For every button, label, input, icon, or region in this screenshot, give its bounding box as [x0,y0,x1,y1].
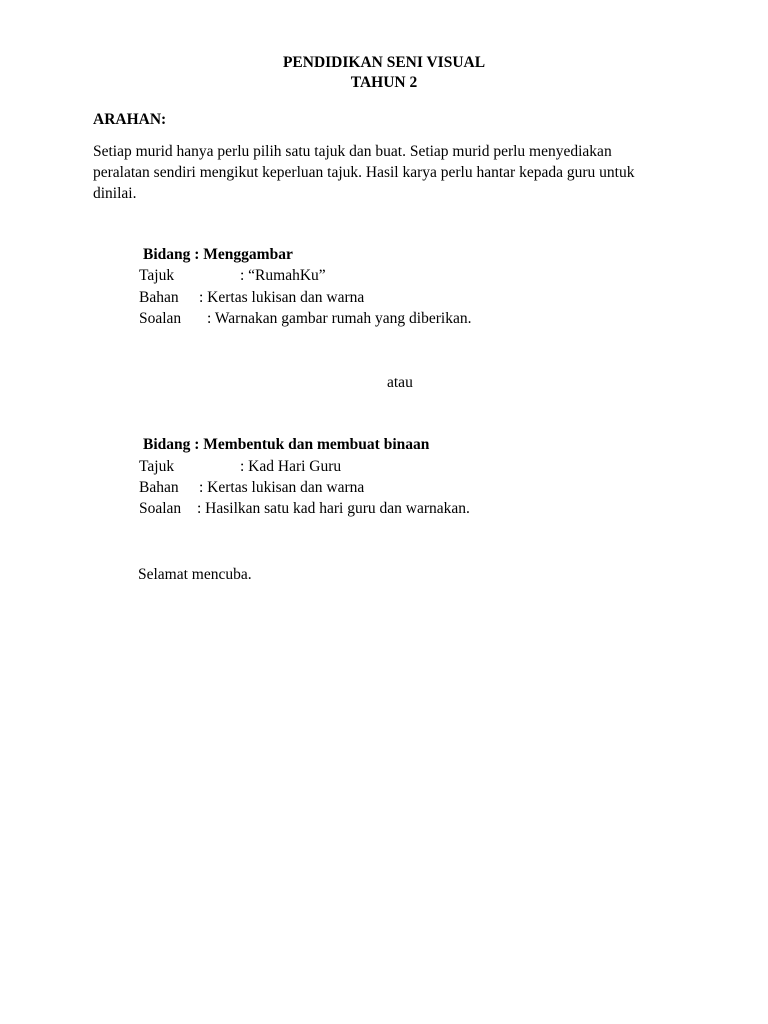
document-title: PENDIDIKAN SENI VISUAL [282,54,486,71]
section2-soalan-label: Soalan [139,500,182,517]
section2-heading: Bidang : Membentuk dan membuat binaan [143,436,430,453]
section2-bahan-label: Bahan [139,479,179,496]
section2-bahan-value: : Kertas lukisan dan warna [199,479,365,496]
closing-text: Selamat mencuba. [138,566,252,583]
section1-tajuk-row [139,266,326,286]
section2-soalan-value: : Hasilkan satu kad hari guru dan warnakan. [197,500,470,517]
section1-heading: Bidang : Menggambar [143,246,293,263]
section1-soalan-row [139,309,471,329]
section2-tajuk-row [139,457,341,477]
section2-tajuk-value: : Kad Hari Guru [240,458,342,475]
section2-bahan-row [139,478,364,498]
section1-soalan-value: : Warnakan gambar rumah yang diberikan. [207,310,472,327]
section1-bahan-row [139,288,364,308]
section1-tajuk-value: : “RumahKu” [240,267,326,284]
separator-text: atau [387,374,413,391]
document-subtitle: TAHUN 2 [350,74,418,91]
section1-tajuk-label: Tajuk [139,267,175,284]
instructions-heading: ARAHAN: [93,111,167,128]
instructions-text: Setiap murid hanya perlu pilih satu tajuk dan buat. Setiap murid perlu menyediakan peralatan sendiri mengikut keperluan tajuk. Hasil karya perlu hantar kepada guru untuk dinilai. [93,143,635,202]
section1-bahan-value: : Kertas lukisan dan warna [199,289,365,306]
section2-tajuk-label: Tajuk [139,458,175,475]
section1-soalan-label: Soalan [139,310,182,327]
section1-bahan-label: Bahan [139,289,179,306]
section2-soalan-row [139,499,470,519]
